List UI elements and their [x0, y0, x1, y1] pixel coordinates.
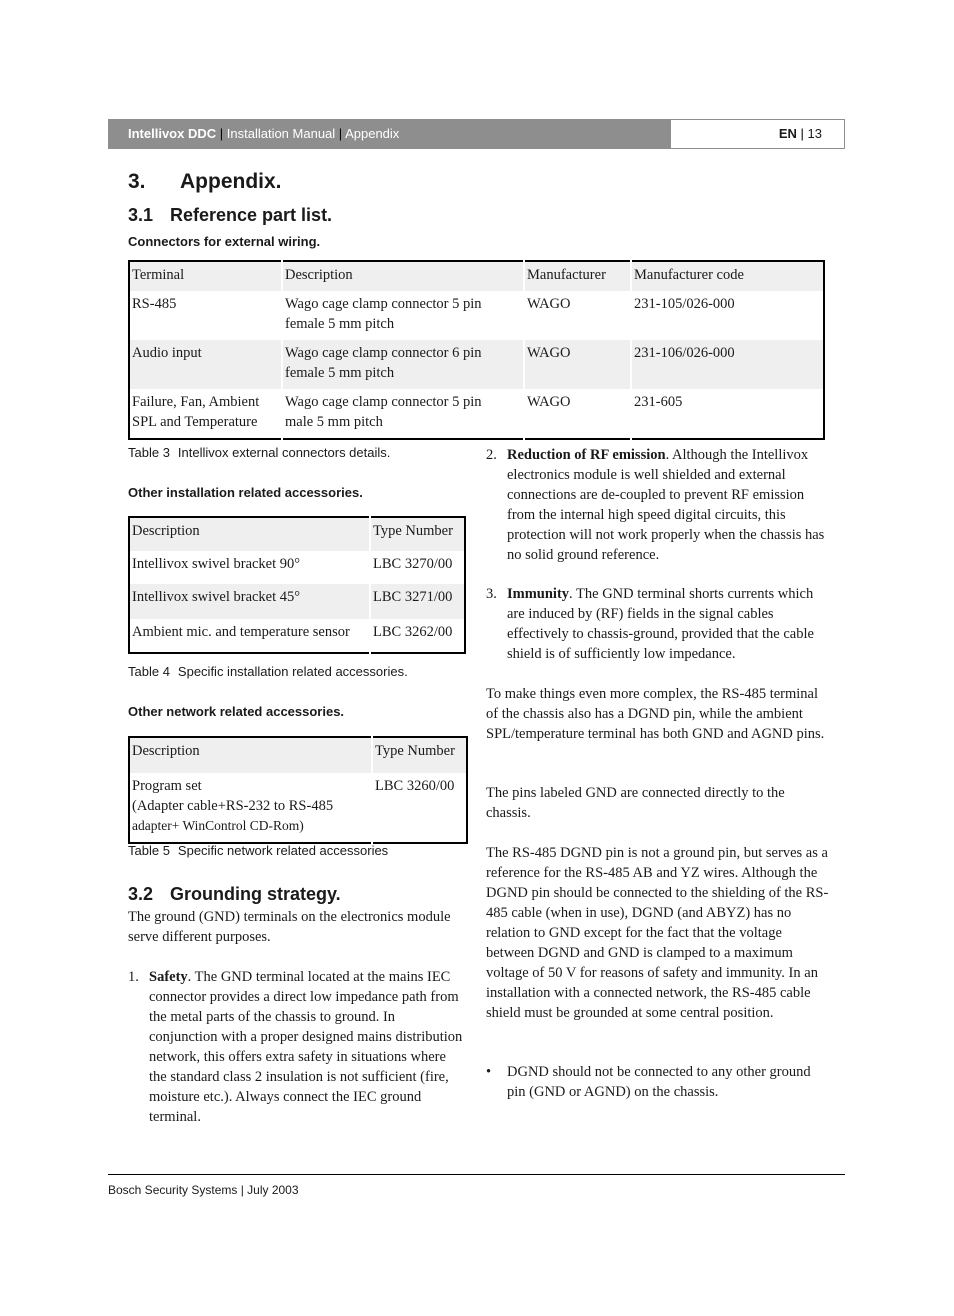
- list-item-text: . Although the Intellivox electronics module is well shielded and external connections are de-coupled to prevent RF emission from the internal high speed digital circuits, this protection will not work properly when the chassis has no solid ground reference.: [507, 447, 825, 563]
- cell-description: Ambient mic. and temperature sensor: [132, 624, 350, 640]
- col-header-terminal: Terminal: [129, 261, 282, 291]
- paragraph-dgnd-detail: The RS-485 DGND pin is not a ground pin, but serves as a reference for the RS-485 AB and YZ wires. Although the DGND pin should be connected to the shielding of the RS-485 cable (when in use), DGND (and ABYZ) has no relation to GND except for the fact that the voltage between DGND and GND is clamped to a maximum voltage of 50 V for reasons of safety and immunity. In an installation with a connected network, the RS-485 cable shield must be grounded at some central position.: [486, 845, 829, 1021]
- col-header-description: Description: [129, 517, 370, 551]
- section-3-1-title: [128, 205, 332, 226]
- caption-label: Table 4: [128, 664, 170, 679]
- section-3-1-number: 3.1: [128, 205, 154, 225]
- install-accessories-table: [128, 516, 466, 654]
- cell-type-number: LBC 3270/00: [370, 551, 465, 584]
- col-header-description: Description: [129, 737, 372, 773]
- cell-type-number: LBC 3271/00: [370, 584, 465, 619]
- connectors-heading: Connectors for external wiring.: [128, 234, 321, 249]
- caption-text: Intellivox external connectors details.: [177, 445, 391, 460]
- table-header-row: [129, 517, 465, 551]
- cell-type-number: LBC 3260/00: [372, 773, 467, 843]
- header-product: Intellivox DDC: [128, 126, 217, 141]
- col-header-manufacturer-code: Manufacturer code: [631, 261, 824, 291]
- table-row: [129, 584, 465, 619]
- cell-manufacturer-code: 231-106/026-000: [631, 340, 824, 389]
- header-page-box: [670, 119, 845, 149]
- cell-terminal: RS-485: [132, 296, 177, 312]
- cell-type-number: LBC 3262/00: [370, 619, 465, 653]
- section-3-2-title: [128, 884, 341, 905]
- table-row: [129, 340, 824, 389]
- table-row: [129, 773, 467, 843]
- header-sep-1: |: [219, 126, 224, 141]
- chapter-title: [128, 170, 282, 194]
- connectors-table: [128, 260, 825, 440]
- col-header-description: Description: [282, 261, 524, 291]
- caption-text: Specific network related accessories: [177, 843, 389, 858]
- chapter-number: 3.: [128, 170, 146, 193]
- table-4-caption: [128, 664, 408, 679]
- paragraph-dgnd-intro: To make things even more complex, the RS-485 terminal of the chassis also has a DGND pin, while the ambient SPL/temperature terminal has both GND and AGND pins.: [486, 686, 825, 742]
- table-3-caption: [128, 445, 390, 460]
- page-footer: Bosch Security Systems | July 2003: [108, 1183, 299, 1197]
- network-accessories-table: [128, 736, 468, 844]
- cell-description: Wago cage clamp connector 5 pin male 5 mm pitch: [282, 389, 524, 439]
- list-item-term: Reduction of RF emission: [507, 447, 666, 463]
- table-5-caption: [128, 843, 388, 858]
- list-marker: 2.: [486, 447, 497, 463]
- header-section: Appendix: [345, 126, 400, 141]
- list-item-term: Immunity: [507, 586, 570, 602]
- table-row: [129, 619, 465, 653]
- cell-manufacturer: WAGO: [524, 389, 631, 439]
- chapter-title-text: Appendix.: [180, 170, 282, 193]
- caption-label: Table 3: [128, 445, 170, 460]
- network-accessories-heading: Other network related accessories.: [128, 704, 345, 719]
- header-sep-3: |: [800, 126, 804, 141]
- cell-description: Intellivox swivel bracket 45°: [129, 584, 370, 619]
- install-accessories-heading: Other installation related accessories.: [128, 485, 363, 500]
- footer-rule: [108, 1174, 845, 1175]
- bullet-text: DGND should not be connected to any other ground pin (GND or AGND) on the chassis.: [507, 1064, 811, 1100]
- list-item-safety: [128, 967, 463, 1127]
- header-doc: Installation Manual: [226, 126, 336, 141]
- list-marker: 3.: [486, 586, 497, 602]
- header-title-bar: [108, 119, 670, 149]
- table-row: [129, 389, 824, 439]
- cell-description: Intellivox swivel bracket 90°: [132, 556, 301, 572]
- list-item-term: Safety: [149, 969, 188, 985]
- header-sep-2: |: [338, 126, 343, 141]
- header-page-number: 13: [807, 126, 822, 141]
- cell-terminal: Audio input: [129, 340, 282, 389]
- table-row: [129, 551, 465, 584]
- list-item-immunity: [486, 584, 821, 664]
- bullet-item: [486, 1062, 811, 1102]
- cell-manufacturer-code: 231-605: [631, 389, 824, 439]
- grounding-intro: The ground (GND) terminals on the electronics module serve different purposes.: [128, 909, 451, 945]
- bullet-marker: •: [486, 1064, 492, 1080]
- cell-manufacturer: WAGO: [524, 291, 631, 340]
- cell-manufacturer: WAGO: [524, 340, 631, 389]
- table-row: [129, 291, 824, 340]
- col-header-manufacturer: Manufacturer: [524, 261, 631, 291]
- page-header: [108, 119, 845, 149]
- table-header-row: [129, 261, 824, 291]
- list-item-text: . The GND terminal shorts currents which are induced by (RF) fields in the signal cables effectively to chassis-ground, provided that the cable shield is of sufficiently low impedance.: [507, 586, 814, 662]
- list-item-text: . The GND terminal located at the mains IEC connector provides a direct low impedance path from the metal parts of the chassis to ground. In conjunction with a proper designed mains distribution network, this offers extra safety in situations where the standard class 2 insulation is not sufficient (fire, moisture etc.). Always connect the IEC ground terminal.: [149, 969, 463, 1125]
- cell-description: Program set (Adapter cable+RS-232 to RS-485 adapter+ WinControl CD-Rom): [132, 778, 334, 833]
- paragraph-gnd-pins: The pins labeled GND are connected directly to the chassis.: [486, 785, 785, 821]
- col-header-type-number: Type Number: [372, 737, 467, 773]
- cell-description: Wago cage clamp connector 6 pin female 5 mm pitch: [282, 340, 524, 389]
- cell-manufacturer-code: 231-105/026-000: [631, 291, 824, 340]
- cell-description: Wago cage clamp connector 5 pin female 5 mm pitch: [282, 291, 524, 340]
- cell-terminal: Failure, Fan, Ambient SPL and Temperature: [132, 394, 260, 430]
- table-header-row: [129, 737, 467, 773]
- section-3-1-text: Reference part list.: [170, 205, 333, 225]
- section-3-2-text: Grounding strategy.: [170, 884, 341, 904]
- header-lang: EN: [778, 126, 797, 141]
- list-item-rf-emission: [486, 445, 832, 565]
- caption-text: Specific installation related accessories.: [177, 664, 408, 679]
- list-marker: 1.: [128, 969, 139, 985]
- caption-label: Table 5: [128, 843, 170, 858]
- col-header-type-number: Type Number: [370, 517, 465, 551]
- section-3-2-number: 3.2: [128, 884, 154, 904]
